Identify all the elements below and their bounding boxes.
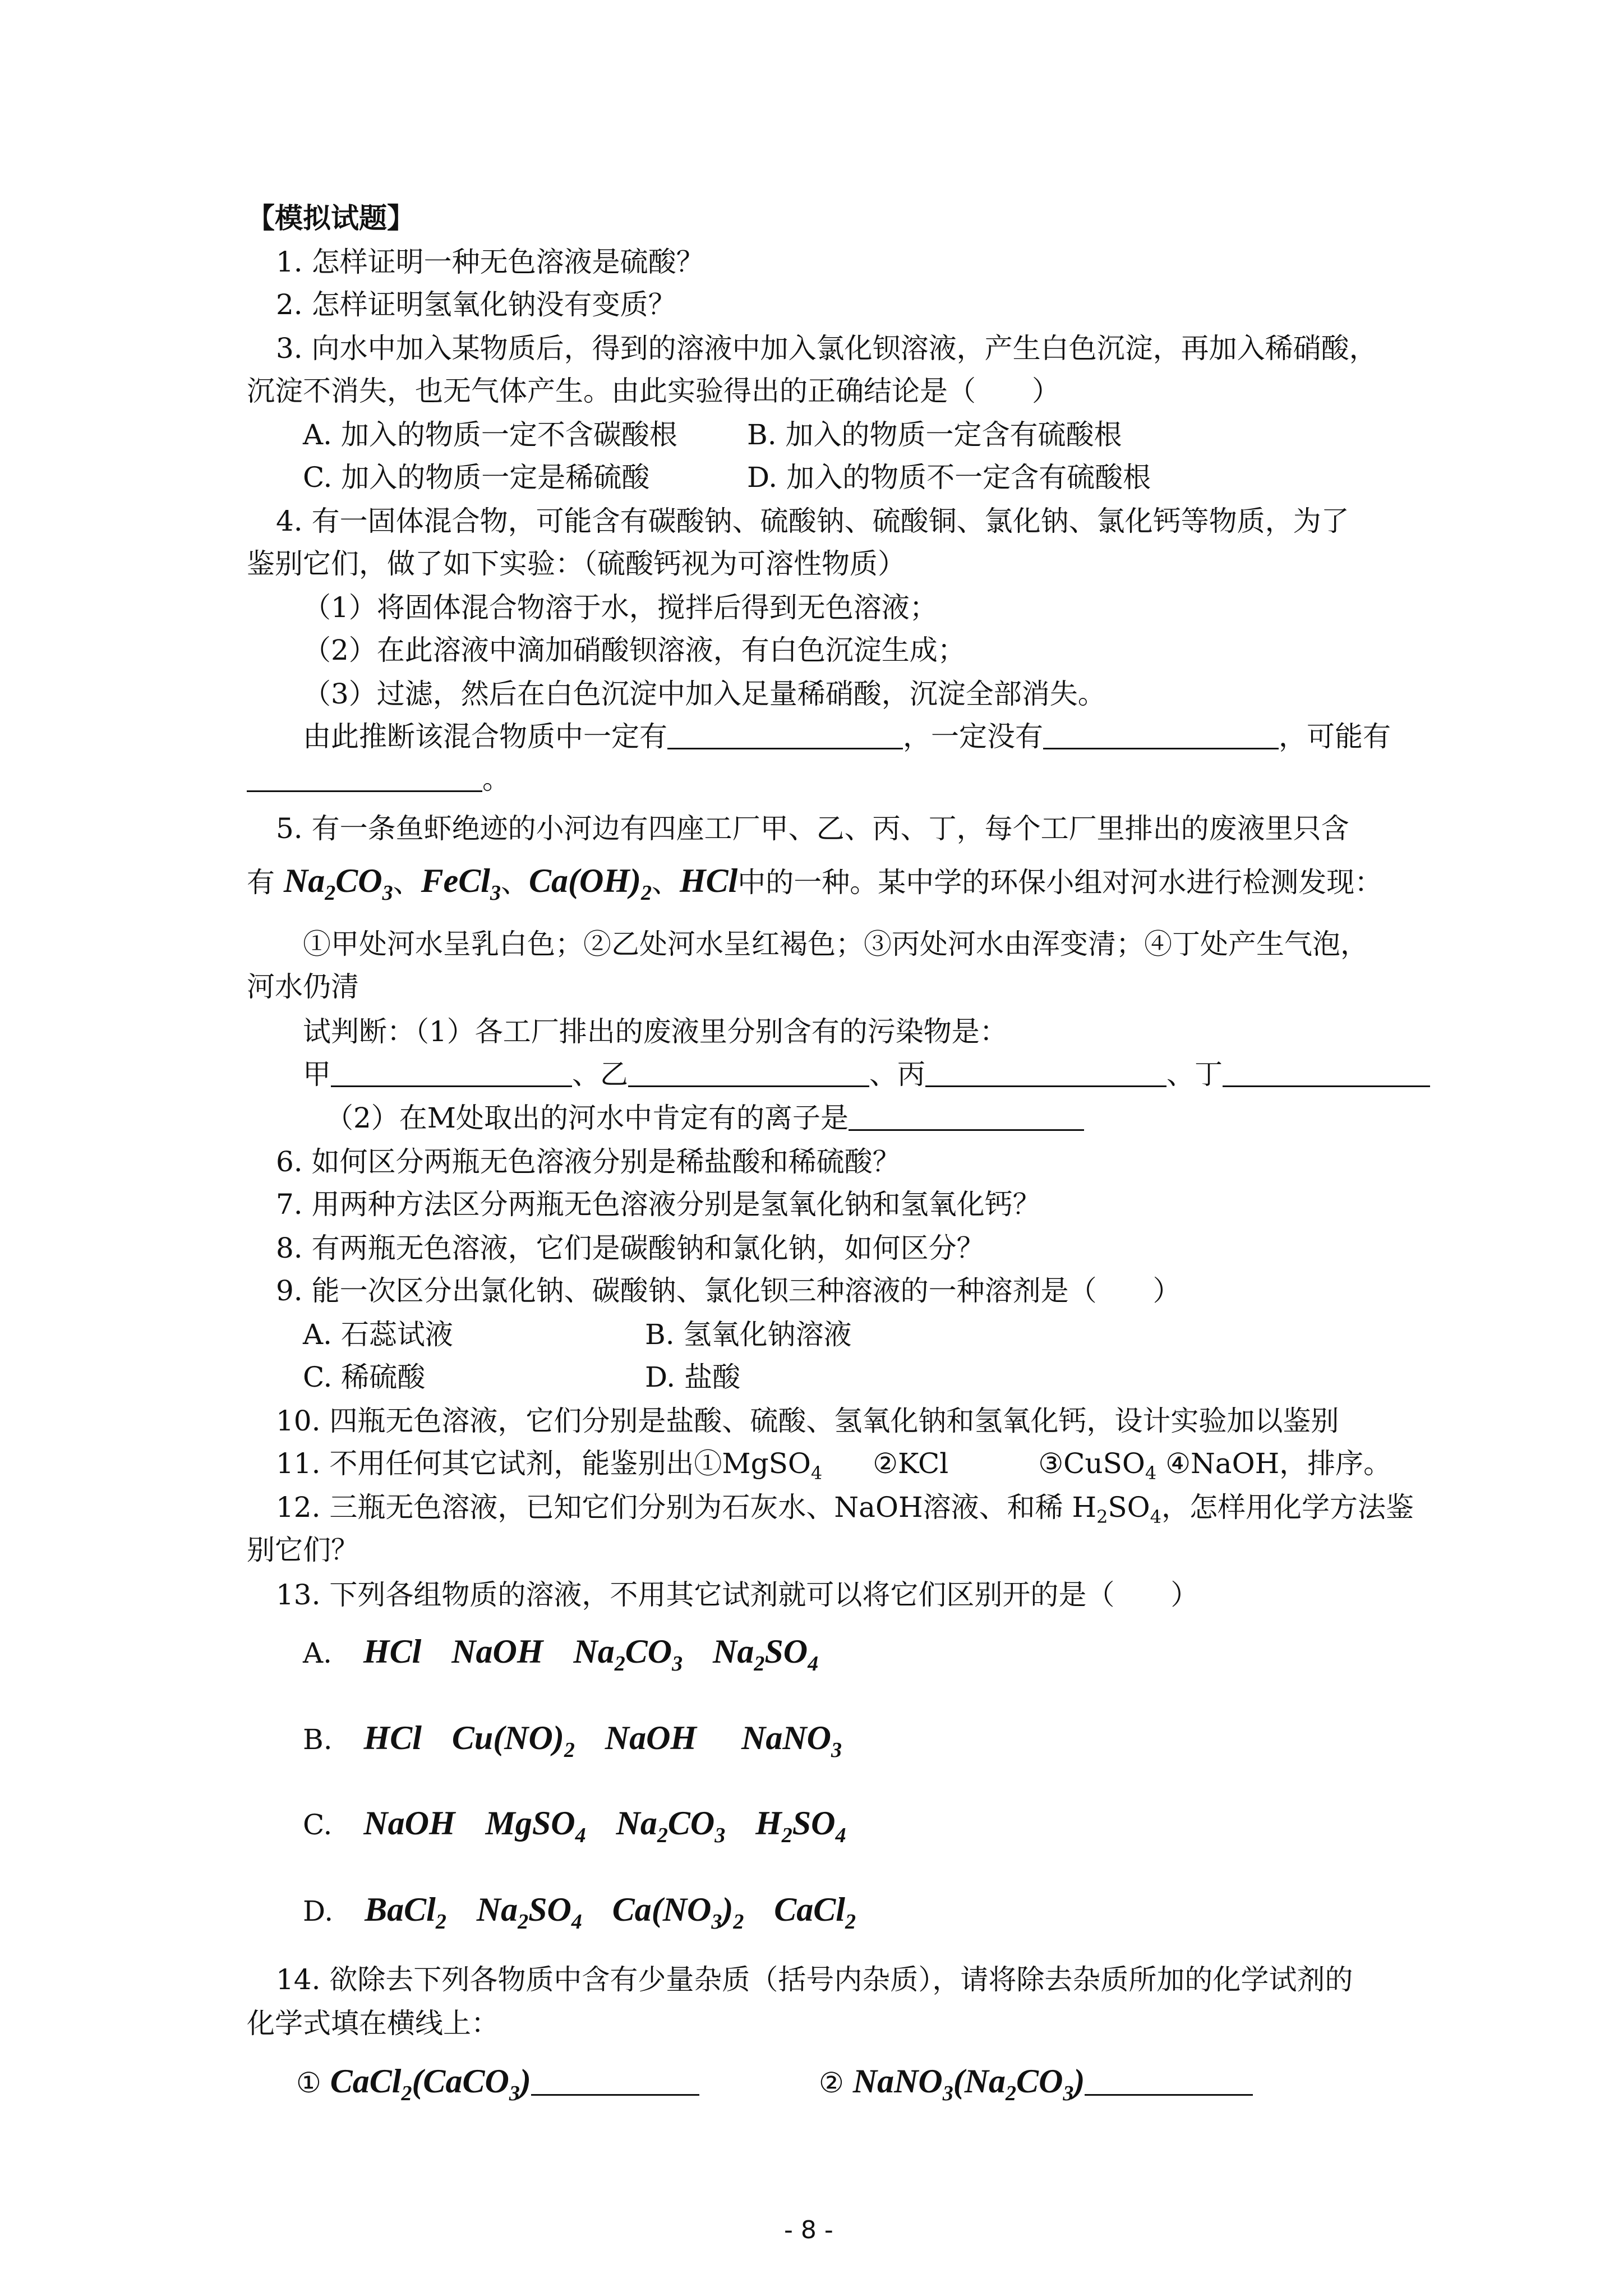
question-3-option-d: D. 加入的物质不一定含有硫酸根 [747,461,1151,494]
text: 中的一种。某中学的环保小组对河水进行检测发现： [737,866,1383,899]
separator: 、 [500,866,529,899]
formula-h2so4: $H_2SO_4$ [755,1805,846,1847]
question-3-option-a: A. 加入的物质一定不含碳酸根 [303,418,677,451]
answer-blank[interactable] [849,1101,1084,1131]
question-14-line-1: 14. 欲除去下列各物质中含有少量杂质（括号内杂质），请将除去杂质所加的化学试剂的 [276,1963,1353,1996]
text: 11. 不用任何其它试剂，能鉴别出①MgSO [276,1447,811,1480]
item-marker: ① [296,2067,321,2099]
question-8: 8. 有两瓶无色溶液，它们是碳酸钠和氯化钠，如何区分？ [276,1232,985,1264]
question-3-option-b: B. 加入的物质一定含有硫酸根 [747,418,1122,451]
factory-ding-label: 、丁 [1166,1058,1223,1091]
factory-jia-label: 甲 [303,1058,331,1091]
question-4-conclusion-cont [247,762,510,797]
formula-hcl: HCl [363,1633,422,1670]
option-letter: A. [303,1637,333,1669]
conclusion-text-a: 由此推断该混合物质中一定有 [303,720,667,753]
answer-blank[interactable] [331,1057,572,1087]
question-10: 10. 四瓶无色溶液，它们分别是盐酸、硫酸、氢氧化钠和氢氧化钙，设计实验加以鉴别 [276,1405,1339,1437]
conclusion-text-c: ，可能有 [1279,720,1391,753]
question-9-option-d: D. 盐酸 [645,1361,741,1393]
answer-blank[interactable] [247,762,482,792]
formula-cano32: $Ca(NO_3)_2$ [612,1891,744,1934]
text: 有 [247,866,275,899]
option-letter: B. [303,1723,333,1756]
formula-cuno2: $Cu(NO)_2$ [451,1719,575,1762]
subscript: 4 [1145,1462,1157,1484]
formula-bacl2: BaCl$_2$ [365,1891,446,1934]
answer-blank[interactable] [1223,1057,1430,1087]
question-13-option-b [303,1715,842,1773]
question-4-line-2: 鉴别它们，做了如下实验：（硫酸钙视为可溶性物质） [247,547,906,580]
formula-na2so4: $Na_2SO_4$ [713,1633,819,1676]
formula-na2co3: $Na_2CO_3$ [283,862,393,905]
answer-blank[interactable] [1085,2066,1253,2096]
separator: 、 [651,866,680,899]
factory-bing-label: 、丙 [869,1058,925,1091]
question-9-option-a: A. 石蕊试液 [303,1318,453,1351]
text: 12. 三瓶无色溶液，已知它们分别为石灰水、NaOH溶液、和稀 H [276,1491,1097,1524]
section-heading: 【模拟试题】 [247,201,415,234]
answer-blank[interactable] [531,2066,699,2096]
question-12-line-1 [276,1490,1414,1534]
question-13: 13. 下列各组物质的溶液，不用其它试剂就可以将它们区别开的是（ ） [276,1579,1199,1611]
text: ③CuSO [1038,1447,1145,1480]
question-5-factory-answers [303,1057,1430,1092]
option-letter: C. [303,1809,333,1841]
formula-hcl: HCl [679,862,738,899]
question-3-line-1: 3. 向水中加入某物质后，得到的溶液中加入氯化钡溶液，产生白色沉淀，再加入稀硝酸， [276,332,1377,365]
question-5-judge: 试判断：（1）各工厂排出的废液里分别含有的污染物是： [303,1015,1008,1048]
answer-blank[interactable] [667,720,903,749]
formula-cacl2-caco3: CaCl$_2$(CaCO$_3$) [330,2063,531,2105]
formula-fecl3: FeCl$_3$ [421,862,501,905]
separator: 、 [393,866,421,899]
subscript: 4 [810,1462,823,1484]
question-5-observations-2: 河水仍清 [247,970,359,1003]
formula-caoh2: $Ca(OH)_2$ [528,862,652,905]
question-7: 7. 用两种方法区分两瓶无色溶液分别是氢氧化钠和氢氧化钙？ [276,1188,1041,1221]
subscript: 2 [1096,1506,1108,1527]
answer-blank[interactable] [1043,720,1279,749]
question-6: 6. 如何区分两瓶无色溶液分别是稀盐酸和稀硫酸？ [276,1145,901,1178]
formula-naoh: NaOH [451,1633,543,1670]
option-letter: D. [303,1895,334,1927]
period: 。 [482,763,510,795]
question-2: 2. 怎样证明氢氧化钠没有变质？ [276,288,676,321]
question-4-conclusion [303,719,1391,754]
formula-hcl: HCl [363,1719,422,1756]
formula-naoh: NaOH [363,1805,455,1842]
formula-na2co3: $Na_2CO_3$ [616,1805,726,1847]
formula-na2co3: $Na_2CO_3$ [573,1633,683,1676]
answer-blank[interactable] [628,1057,869,1087]
question-5-line-1: 5. 有一条鱼虾绝迹的小河边有四座工厂甲、乙、丙、丁，每个工厂里排出的废液里只含 [276,812,1349,845]
formula-naoh: NaOH [605,1719,697,1756]
question-9: 9. 能一次区分出氯化钠、碳酸钠、氯化钡三种溶液的一种溶剂是（ ） [276,1274,1181,1307]
question-4-step-2: （2）在此溶液中滴加硝酸钡溶液，有白色沉淀生成； [303,634,966,666]
question-13-option-c [303,1801,846,1858]
formula-na2so4: $Na_2SO_4$ [476,1891,582,1934]
text: SO [1108,1491,1150,1524]
question-9-option-c: C. 稀硫酸 [303,1361,426,1393]
question-1: 1. 怎样证明一种无色溶液是硫酸？ [276,246,704,278]
subscript: 4 [1150,1506,1162,1527]
question-9-option-b: B. 氢氧化钠溶液 [645,1318,852,1351]
question-5-line-2 [247,858,1382,915]
formula-nano3-na2co3: $NaNO_3(Na_2CO_3)$ [852,2063,1085,2105]
text: ④NaOH，排序。 [1165,1447,1392,1480]
text: ，怎样用化学方法鉴 [1161,1491,1414,1524]
question-11 [276,1446,1391,1490]
question-12-line-2: 别它们？ [247,1534,359,1566]
text: （2）在M处取出的河水中肯定有的离子是 [325,1102,849,1134]
question-4-step-3: （3）过滤，然后在白色沉淀中加入足量稀硝酸，沉淀全部消失。 [303,678,1106,710]
question-5-observations-1: ①甲处河水呈乳白色；②乙处河水呈红褐色；③丙处河水由浑变清；④丁处产生气泡， [303,928,1368,960]
answer-blank[interactable] [925,1057,1166,1087]
text: ②KCl [873,1447,949,1480]
page-number: - 8 - [784,2216,833,2244]
formula-nano3: NaNO$_3$ [741,1719,842,1762]
question-4-step-1: （1）将固体混合物溶于水，搅拌后得到无色溶液； [303,591,938,624]
question-3-line-2: 沉淀不消失，也无气体产生。由此实验得出的正确结论是（ ） [247,375,1060,407]
question-14-line-2: 化学式填在横线上： [247,2007,499,2040]
question-13-option-d [303,1887,856,1944]
question-5-part-2 [325,1101,1084,1135]
formula-mgso4: MgSO$_4$ [485,1805,586,1847]
question-14-item-2 [819,2059,1253,2116]
item-marker: ② [819,2067,844,2099]
question-4-line-1: 4. 有一固体混合物，可能含有碳酸钠、硫酸钠、硫酸铜、氯化钠、氯化钙等物质，为了 [276,505,1349,537]
question-13-option-a [303,1629,818,1686]
question-3-option-c: C. 加入的物质一定是稀硫酸 [303,461,650,494]
formula-cacl2: CaCl$_2$ [774,1891,856,1934]
question-14-item-1 [296,2059,699,2116]
factory-yi-label: 、乙 [572,1058,628,1091]
conclusion-text-b: ，一定没有 [903,720,1043,753]
